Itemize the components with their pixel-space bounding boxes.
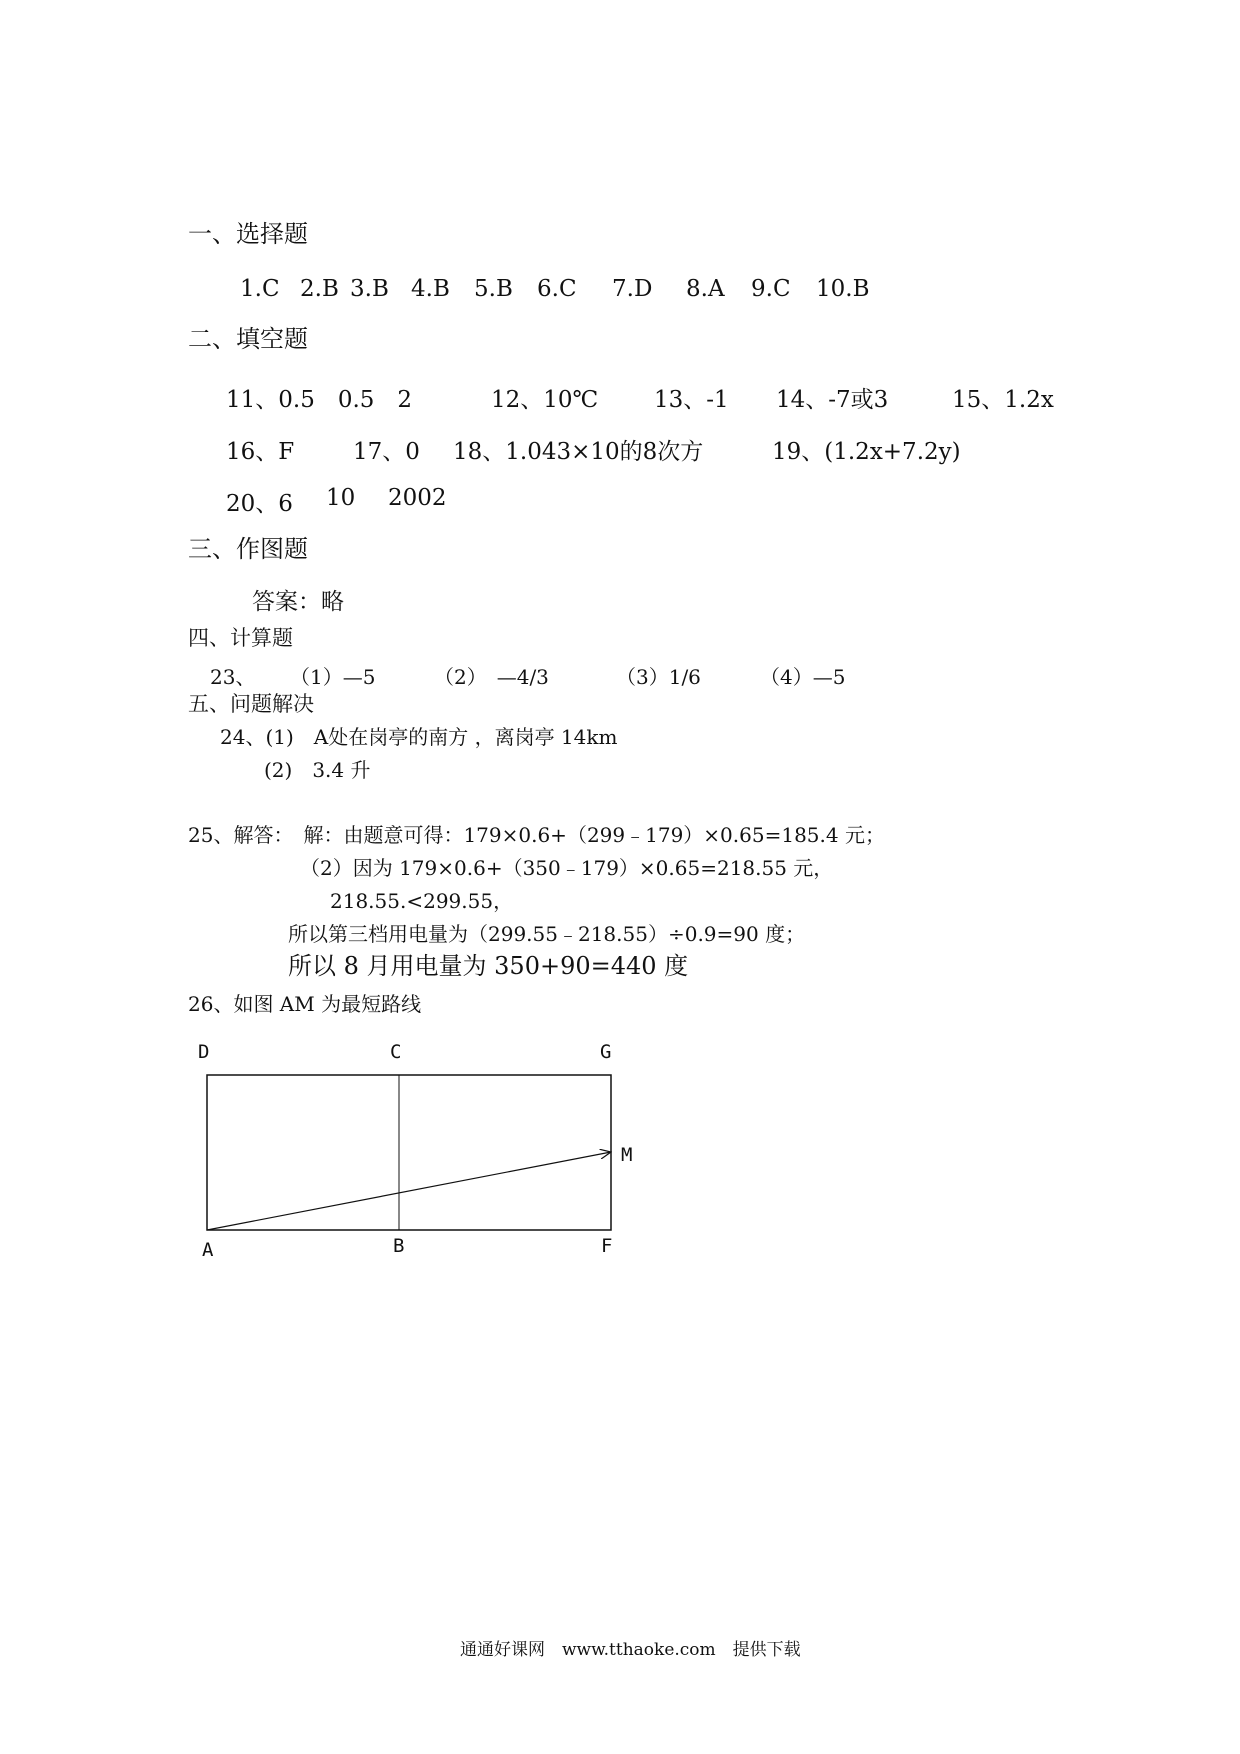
q25-line-4: 所以第三档用电量为（299.55﹣218.55）÷0.9=90 度； (288, 922, 806, 946)
drawing-answer: 答案：略 (252, 589, 344, 615)
section-2-title: 二、填空题 (188, 325, 308, 353)
q25-line-2: （2）因为 179×0.6+（350﹣179）×0.65=218.55 元， (300, 856, 834, 880)
q23-label: 23、 (210, 665, 256, 689)
answer-20a: 20、6 (226, 491, 293, 517)
label-A: A (202, 1239, 214, 1261)
answer-6: 6.C (537, 276, 577, 302)
answer-5: 5.B (474, 276, 513, 302)
label-F: F (601, 1235, 613, 1257)
answer-4: 4.B (411, 276, 450, 302)
section-3-title: 三、作图题 (188, 535, 308, 563)
line-AM-arrow (207, 1152, 611, 1230)
answer-11: 11、0.5 0.5 2 (226, 387, 413, 413)
q25-line-3: 218.55.<299.55， (330, 889, 514, 913)
answer-14: 14、-7或3 (776, 387, 889, 413)
rectangle-DGFA (207, 1075, 611, 1230)
answer-7: 7.D (612, 276, 653, 302)
q24-part-1: 24、(1) A处在岗亭的南方 ，离岗亭 14km (220, 725, 618, 749)
answer-16: 16、F (226, 439, 295, 465)
label-M: M (621, 1144, 633, 1166)
answer-18: 18、1.043×10的8次方 (453, 439, 704, 465)
answer-9: 9.C (751, 276, 791, 302)
answer-20c: 2002 (388, 485, 447, 511)
answer-20b: 10 (326, 485, 356, 511)
label-G: G (600, 1041, 612, 1063)
footer-text: 通通好课网 www.tthaoke.com 提供下载 (460, 1640, 801, 1660)
answer-2: 2.B (300, 276, 339, 302)
answer-12: 12、10℃ (491, 387, 599, 413)
q23-1: （1）—5 (290, 665, 376, 689)
answer-3: 3.B (350, 276, 389, 302)
route-diagram (180, 1030, 660, 1270)
answer-13: 13、-1 (654, 387, 729, 413)
q23-4: （4）—5 (760, 665, 846, 689)
q23-2: （2） —4/3 (434, 665, 549, 689)
answer-1: 1.C (240, 276, 280, 302)
answer-8: 8.A (686, 276, 725, 302)
section-4-title: 四、计算题 (188, 626, 293, 650)
answer-10: 10.B (816, 276, 870, 302)
q23-3: （3）1/6 (616, 665, 701, 689)
label-C: C (390, 1041, 402, 1063)
answer-19: 19、(1.2x+7.2y) (772, 439, 961, 465)
q24-part-2: (2) 3.4 升 (264, 758, 371, 782)
q25-line-5: 所以 8 月用电量为 350+90=440 度 (288, 952, 689, 980)
answer-15: 15、1.2x (952, 387, 1054, 413)
section-1-title: 一、选择题 (188, 220, 308, 248)
q25-line-1: 25、解答： 解：由题意可得：179×0.6+（299﹣179）×0.65=185.4 元； (188, 823, 885, 847)
answer-17: 17、0 (353, 439, 420, 465)
q26-text: 26、如图 AM 为最短路线 (188, 992, 422, 1016)
label-B: B (393, 1235, 405, 1257)
label-D: D (198, 1041, 210, 1063)
section-5-title: 五、问题解决 (188, 692, 314, 716)
